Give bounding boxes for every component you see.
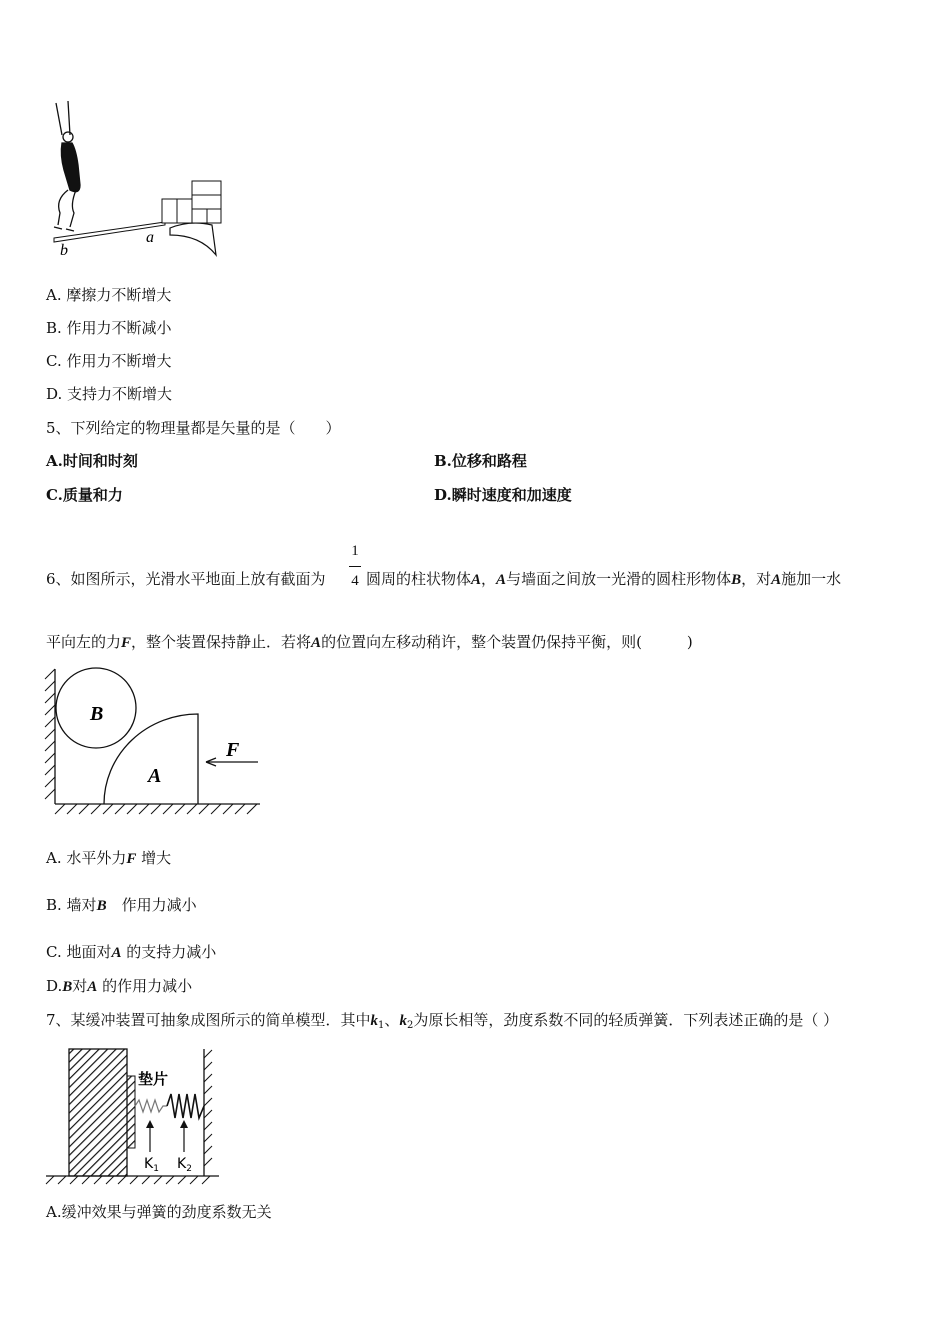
- q4-option-d: D. 支持力不断增大: [46, 385, 173, 403]
- wall-cylinder-figure: [40, 664, 270, 824]
- q6-stem-line2: 平向左的力F，整个装置保持静止．若将A的位置向左移动稍许，整个装置仍保持平衡，则( ): [46, 633, 693, 651]
- k1-label: $K_1$: [144, 1156, 159, 1174]
- pad-label: 垫片: [138, 1070, 169, 1088]
- q4-option-a: A. 摩擦力不断增大: [46, 286, 172, 304]
- q5-option-b: B.位移和路程: [434, 452, 527, 470]
- diver-springboard-figure: [40, 95, 240, 265]
- q4-option-c: C. 作用力不断增大: [46, 352, 172, 370]
- q6-stem-line1-a: 6、如图所示，光滑水平地面上放有截面为: [46, 570, 326, 588]
- buffer-spring-figure: [44, 1044, 224, 1184]
- fraction-numerator: 1: [351, 543, 359, 559]
- label-A: A: [148, 765, 162, 787]
- q5-stem: 5、下列给定的物理量都是矢量的是（ ）: [46, 419, 341, 437]
- q5-option-c: C.质量和力: [46, 486, 123, 504]
- fraction-bar: [349, 566, 361, 567]
- q5-option-a: A.时间和时刻: [46, 452, 138, 470]
- q7-option-a: A.缓冲效果与弹簧的劲度系数无关: [46, 1203, 272, 1221]
- q6-stem-line1-b: 圆周的柱状物体A，A与墙面之间放一光滑的圆柱形物体B，对A施加一水: [366, 570, 842, 588]
- q6-option-d: D.B对A 的作用力减小: [46, 977, 193, 995]
- q6-option-a: A. 水平外力F 增大: [46, 849, 172, 867]
- q4-option-b: B. 作用力不断减小: [46, 319, 172, 337]
- label-b: b: [60, 242, 68, 259]
- q6-option-b: B. 墙对B 作用力减小: [46, 896, 197, 914]
- label-a: a: [146, 229, 154, 246]
- fraction-denominator: 4: [351, 573, 359, 589]
- q6-option-c: C. 地面对A 的支持力减小: [46, 943, 217, 961]
- q5-option-d: D.瞬时速度和加速度: [434, 486, 572, 504]
- label-F: F: [226, 739, 240, 761]
- q7-stem: 7、某缓冲装置可抽象成图所示的简单模型．其中$k_1$、$k_2$为原长相等，劲度系数不同的轻质弹簧．下列表述正确的是（ ）: [46, 1011, 839, 1031]
- label-B: B: [90, 703, 104, 725]
- k2-label: $K_2$: [177, 1156, 192, 1174]
